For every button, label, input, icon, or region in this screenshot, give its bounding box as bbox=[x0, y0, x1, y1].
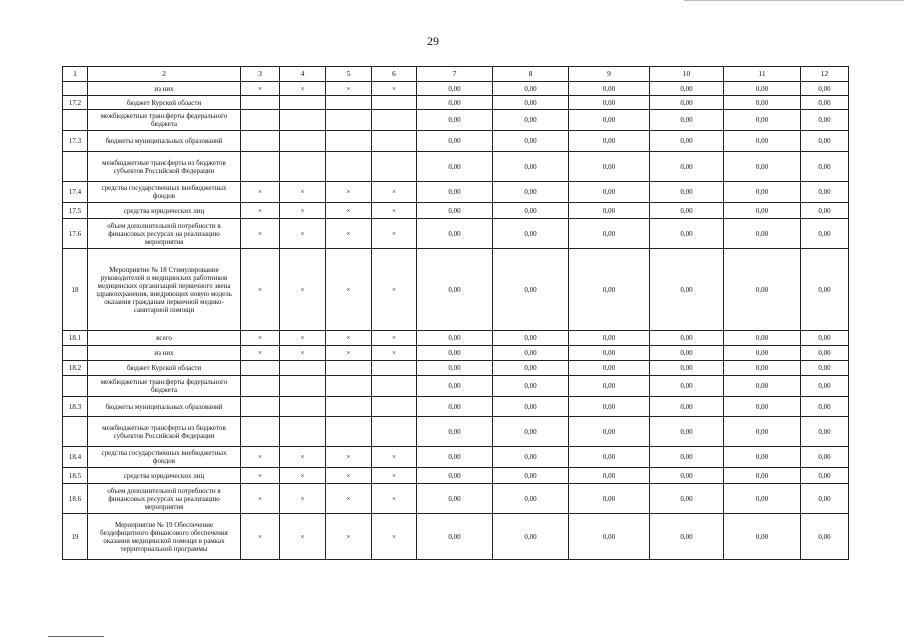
value-cell: 0,00 bbox=[493, 468, 569, 484]
value-cell: 0,00 bbox=[417, 203, 493, 219]
row-number-cell bbox=[63, 110, 88, 131]
value-cell bbox=[326, 417, 372, 447]
value-cell: 0,00 bbox=[569, 182, 650, 203]
value-cell: 0,00 bbox=[801, 484, 849, 514]
value-cell: × bbox=[372, 346, 417, 361]
row-label-cell: средства государственных внебюджетных фондов bbox=[88, 182, 241, 203]
value-cell: 0,00 bbox=[417, 110, 493, 131]
value-cell: 0,00 bbox=[417, 219, 493, 249]
value-cell bbox=[280, 96, 326, 110]
row-label-cell: бюджет Курской области bbox=[88, 361, 241, 376]
row-label-cell: межбюджетные трансферты федерального бюджета bbox=[88, 110, 241, 131]
value-cell: × bbox=[241, 182, 280, 203]
value-cell: 0,00 bbox=[417, 376, 493, 397]
scan-mark-top bbox=[684, 0, 904, 1]
value-cell: × bbox=[280, 484, 326, 514]
value-cell: 0,00 bbox=[569, 152, 650, 182]
value-cell: 0,00 bbox=[724, 110, 801, 131]
value-cell: 0,00 bbox=[417, 346, 493, 361]
value-cell: 0,00 bbox=[801, 182, 849, 203]
value-cell: 0,00 bbox=[417, 361, 493, 376]
header-row bbox=[63, 67, 849, 82]
table-row bbox=[63, 249, 849, 331]
value-cell bbox=[326, 110, 372, 131]
value-cell: 0,00 bbox=[493, 152, 569, 182]
value-cell: × bbox=[280, 82, 326, 96]
row-number-cell: 17.4 bbox=[63, 182, 88, 203]
value-cell: 0,00 bbox=[650, 484, 724, 514]
value-cell bbox=[372, 376, 417, 397]
value-cell: 0,00 bbox=[493, 249, 569, 331]
value-cell: 0,00 bbox=[724, 203, 801, 219]
header-cell-9: 9 bbox=[569, 67, 650, 82]
value-cell: 0,00 bbox=[650, 219, 724, 249]
value-cell: 0,00 bbox=[801, 203, 849, 219]
value-cell bbox=[280, 152, 326, 182]
value-cell bbox=[326, 361, 372, 376]
value-cell: 0,00 bbox=[650, 96, 724, 110]
header-cell-2: 2 bbox=[88, 67, 241, 82]
value-cell: × bbox=[280, 249, 326, 331]
value-cell: 0,00 bbox=[569, 96, 650, 110]
value-cell: × bbox=[372, 182, 417, 203]
page-number: 29 bbox=[427, 34, 439, 48]
value-cell bbox=[326, 96, 372, 110]
value-cell: 0,00 bbox=[724, 96, 801, 110]
header-cell-11: 11 bbox=[724, 67, 801, 82]
header-cell-7: 7 bbox=[417, 67, 493, 82]
value-cell bbox=[372, 110, 417, 131]
scan-mark-bottom bbox=[48, 636, 104, 637]
row-number-cell bbox=[63, 346, 88, 361]
row-label-cell: всего bbox=[88, 331, 241, 346]
row-label-cell: из них bbox=[88, 346, 241, 361]
value-cell: 0,00 bbox=[569, 468, 650, 484]
value-cell: 0,00 bbox=[724, 182, 801, 203]
value-cell bbox=[326, 397, 372, 417]
value-cell: 0,00 bbox=[801, 417, 849, 447]
table-row bbox=[63, 331, 849, 346]
value-cell: 0,00 bbox=[801, 376, 849, 397]
value-cell: 0,00 bbox=[417, 96, 493, 110]
value-cell: × bbox=[372, 82, 417, 96]
table-row bbox=[63, 447, 849, 468]
table-row bbox=[63, 376, 849, 397]
value-cell: × bbox=[326, 468, 372, 484]
value-cell: 0,00 bbox=[650, 447, 724, 468]
value-cell bbox=[326, 376, 372, 397]
value-cell: × bbox=[241, 203, 280, 219]
table-row bbox=[63, 346, 849, 361]
value-cell: 0,00 bbox=[650, 376, 724, 397]
value-cell: 0,00 bbox=[801, 152, 849, 182]
value-cell: 0,00 bbox=[724, 249, 801, 331]
value-cell bbox=[280, 376, 326, 397]
value-cell: 0,00 bbox=[417, 331, 493, 346]
table-row bbox=[63, 514, 849, 560]
value-cell: 0,00 bbox=[650, 417, 724, 447]
header-cell-1: 1 bbox=[63, 67, 88, 82]
value-cell: 0,00 bbox=[417, 131, 493, 152]
value-cell bbox=[326, 131, 372, 152]
row-number-cell bbox=[63, 376, 88, 397]
table-body bbox=[63, 67, 849, 560]
value-cell: 0,00 bbox=[569, 484, 650, 514]
value-cell: 0,00 bbox=[417, 397, 493, 417]
table-row bbox=[63, 131, 849, 152]
table-row bbox=[63, 361, 849, 376]
value-cell: 0,00 bbox=[417, 484, 493, 514]
budget-table bbox=[62, 66, 849, 560]
value-cell: × bbox=[241, 468, 280, 484]
row-number-cell: 19 bbox=[63, 514, 88, 560]
table-row bbox=[63, 397, 849, 417]
value-cell: 0,00 bbox=[650, 468, 724, 484]
value-cell: × bbox=[326, 331, 372, 346]
value-cell: 0,00 bbox=[650, 152, 724, 182]
row-number-cell: 18.5 bbox=[63, 468, 88, 484]
row-number-cell: 18.2 bbox=[63, 361, 88, 376]
row-number-cell: 18.1 bbox=[63, 331, 88, 346]
value-cell: 0,00 bbox=[493, 484, 569, 514]
value-cell: 0,00 bbox=[724, 131, 801, 152]
value-cell: 0,00 bbox=[569, 346, 650, 361]
value-cell bbox=[372, 361, 417, 376]
value-cell: 0,00 bbox=[417, 82, 493, 96]
value-cell bbox=[241, 152, 280, 182]
value-cell: × bbox=[326, 346, 372, 361]
value-cell: 0,00 bbox=[569, 397, 650, 417]
header-cell-5: 5 bbox=[326, 67, 372, 82]
table-row bbox=[63, 82, 849, 96]
header-cell-12: 12 bbox=[801, 67, 849, 82]
value-cell: 0,00 bbox=[493, 447, 569, 468]
value-cell bbox=[372, 131, 417, 152]
value-cell: 0,00 bbox=[801, 82, 849, 96]
value-cell bbox=[280, 417, 326, 447]
value-cell: 0,00 bbox=[801, 447, 849, 468]
value-cell: × bbox=[326, 182, 372, 203]
value-cell: × bbox=[326, 82, 372, 96]
value-cell: 0,00 bbox=[493, 417, 569, 447]
table-row bbox=[63, 96, 849, 110]
value-cell bbox=[241, 96, 280, 110]
row-number-cell: 18 bbox=[63, 249, 88, 331]
row-number-cell: 17.3 bbox=[63, 131, 88, 152]
value-cell: 0,00 bbox=[801, 131, 849, 152]
value-cell: 0,00 bbox=[801, 346, 849, 361]
row-label-cell: средства юридических лиц bbox=[88, 203, 241, 219]
value-cell: × bbox=[372, 514, 417, 560]
value-cell: × bbox=[280, 468, 326, 484]
row-label-cell: бюджеты муниципальных образований bbox=[88, 397, 241, 417]
value-cell: 0,00 bbox=[650, 249, 724, 331]
value-cell bbox=[241, 417, 280, 447]
value-cell: 0,00 bbox=[724, 447, 801, 468]
value-cell: 0,00 bbox=[724, 376, 801, 397]
value-cell: 0,00 bbox=[650, 514, 724, 560]
value-cell: 0,00 bbox=[493, 331, 569, 346]
value-cell: 0,00 bbox=[724, 361, 801, 376]
value-cell: × bbox=[280, 182, 326, 203]
row-number-cell: 18.3 bbox=[63, 397, 88, 417]
value-cell: 0,00 bbox=[569, 331, 650, 346]
value-cell: 0,00 bbox=[724, 219, 801, 249]
value-cell bbox=[241, 376, 280, 397]
value-cell: × bbox=[326, 249, 372, 331]
value-cell: 0,00 bbox=[417, 468, 493, 484]
value-cell: × bbox=[372, 249, 417, 331]
value-cell: 0,00 bbox=[650, 110, 724, 131]
value-cell: × bbox=[280, 447, 326, 468]
value-cell: 0,00 bbox=[650, 361, 724, 376]
row-label-cell: объем дополнительной потребности в финансовых ресурсах на реализацию мероприятия bbox=[88, 484, 241, 514]
value-cell bbox=[280, 110, 326, 131]
value-cell: 0,00 bbox=[724, 331, 801, 346]
value-cell: 0,00 bbox=[724, 397, 801, 417]
value-cell bbox=[241, 131, 280, 152]
table-row bbox=[63, 110, 849, 131]
value-cell bbox=[241, 361, 280, 376]
value-cell bbox=[241, 110, 280, 131]
value-cell: 0,00 bbox=[650, 82, 724, 96]
value-cell: × bbox=[280, 203, 326, 219]
value-cell: 0,00 bbox=[801, 397, 849, 417]
row-label-cell: Мероприятие № 19 Обеспечение бездефицитного финансового обеспечения оказания медицинской помощи в рамках территориальной программы bbox=[88, 514, 241, 560]
value-cell: 0,00 bbox=[493, 397, 569, 417]
value-cell: × bbox=[241, 346, 280, 361]
header-cell-8: 8 bbox=[493, 67, 569, 82]
table-row bbox=[63, 203, 849, 219]
value-cell: 0,00 bbox=[569, 514, 650, 560]
value-cell: 0,00 bbox=[493, 514, 569, 560]
value-cell bbox=[372, 397, 417, 417]
header-cell-4: 4 bbox=[280, 67, 326, 82]
value-cell: 0,00 bbox=[493, 110, 569, 131]
row-label-cell: межбюджетные трансферты из бюджетов субъектов Российской Федерации bbox=[88, 152, 241, 182]
value-cell: 0,00 bbox=[569, 249, 650, 331]
value-cell: × bbox=[326, 203, 372, 219]
row-label-cell: из них bbox=[88, 82, 241, 96]
value-cell: 0,00 bbox=[493, 361, 569, 376]
value-cell: 0,00 bbox=[650, 131, 724, 152]
value-cell: × bbox=[372, 468, 417, 484]
value-cell: 0,00 bbox=[801, 331, 849, 346]
table-row bbox=[63, 182, 849, 203]
value-cell bbox=[280, 131, 326, 152]
row-label-cell: межбюджетные трансферты из бюджетов субъектов Российской Федерации bbox=[88, 417, 241, 447]
value-cell bbox=[280, 361, 326, 376]
value-cell: × bbox=[280, 514, 326, 560]
row-label-cell: средства юридических лиц bbox=[88, 468, 241, 484]
value-cell: 0,00 bbox=[493, 203, 569, 219]
row-label-cell: объем дополнительной потребности в финансовых ресурсах на реализацию мероприятия bbox=[88, 219, 241, 249]
value-cell: 0,00 bbox=[493, 82, 569, 96]
table-row bbox=[63, 152, 849, 182]
value-cell: × bbox=[326, 514, 372, 560]
value-cell: 0,00 bbox=[417, 152, 493, 182]
value-cell: 0,00 bbox=[801, 361, 849, 376]
value-cell: × bbox=[241, 447, 280, 468]
value-cell: × bbox=[241, 219, 280, 249]
value-cell: 0,00 bbox=[569, 203, 650, 219]
value-cell: × bbox=[372, 219, 417, 249]
value-cell: 0,00 bbox=[493, 219, 569, 249]
value-cell: 0,00 bbox=[493, 346, 569, 361]
row-label-cell: межбюджетные трансферты федерального бюджета bbox=[88, 376, 241, 397]
row-label-cell: бюджет Курской области bbox=[88, 96, 241, 110]
value-cell: 0,00 bbox=[569, 417, 650, 447]
value-cell: 0,00 bbox=[650, 397, 724, 417]
value-cell: 0,00 bbox=[417, 249, 493, 331]
value-cell: 0,00 bbox=[650, 346, 724, 361]
value-cell: 0,00 bbox=[493, 376, 569, 397]
row-number-cell: 17.2 bbox=[63, 96, 88, 110]
row-label-cell: средства государственных внебюджетных фондов bbox=[88, 447, 241, 468]
value-cell: × bbox=[241, 484, 280, 514]
value-cell: × bbox=[372, 484, 417, 514]
value-cell: 0,00 bbox=[724, 152, 801, 182]
row-number-cell bbox=[63, 152, 88, 182]
row-number-cell: 18.4 bbox=[63, 447, 88, 468]
value-cell: 0,00 bbox=[724, 417, 801, 447]
value-cell: 0,00 bbox=[801, 219, 849, 249]
value-cell: × bbox=[280, 219, 326, 249]
value-cell: 0,00 bbox=[724, 514, 801, 560]
value-cell: × bbox=[372, 447, 417, 468]
value-cell: × bbox=[280, 331, 326, 346]
value-cell: 0,00 bbox=[569, 110, 650, 131]
value-cell: × bbox=[326, 447, 372, 468]
value-cell: 0,00 bbox=[569, 219, 650, 249]
value-cell: 0,00 bbox=[801, 96, 849, 110]
value-cell: 0,00 bbox=[724, 82, 801, 96]
value-cell: 0,00 bbox=[493, 96, 569, 110]
value-cell: 0,00 bbox=[650, 203, 724, 219]
value-cell: × bbox=[280, 346, 326, 361]
value-cell: 0,00 bbox=[569, 82, 650, 96]
table-row bbox=[63, 219, 849, 249]
row-number-cell bbox=[63, 82, 88, 96]
header-cell-3: 3 bbox=[241, 67, 280, 82]
value-cell: 0,00 bbox=[417, 447, 493, 468]
table-row bbox=[63, 468, 849, 484]
value-cell: × bbox=[326, 219, 372, 249]
row-number-cell: 17.6 bbox=[63, 219, 88, 249]
value-cell: × bbox=[241, 331, 280, 346]
header-cell-6: 6 bbox=[372, 67, 417, 82]
row-number-cell: 18.6 bbox=[63, 484, 88, 514]
value-cell: 0,00 bbox=[724, 468, 801, 484]
value-cell: 0,00 bbox=[801, 514, 849, 560]
value-cell: 0,00 bbox=[801, 110, 849, 131]
value-cell: 0,00 bbox=[569, 131, 650, 152]
header-cell-10: 10 bbox=[650, 67, 724, 82]
value-cell: 0,00 bbox=[417, 417, 493, 447]
value-cell: × bbox=[326, 484, 372, 514]
value-cell: 0,00 bbox=[417, 514, 493, 560]
value-cell bbox=[241, 397, 280, 417]
value-cell: 0,00 bbox=[724, 346, 801, 361]
value-cell: × bbox=[241, 82, 280, 96]
row-number-cell bbox=[63, 417, 88, 447]
value-cell: 0,00 bbox=[650, 331, 724, 346]
value-cell: 0,00 bbox=[493, 131, 569, 152]
value-cell: 0,00 bbox=[801, 249, 849, 331]
value-cell: 0,00 bbox=[569, 361, 650, 376]
value-cell: 0,00 bbox=[417, 182, 493, 203]
value-cell: 0,00 bbox=[569, 376, 650, 397]
value-cell: × bbox=[241, 514, 280, 560]
value-cell bbox=[326, 152, 372, 182]
value-cell: × bbox=[372, 331, 417, 346]
value-cell bbox=[372, 96, 417, 110]
value-cell bbox=[372, 152, 417, 182]
value-cell: 0,00 bbox=[724, 484, 801, 514]
table-row bbox=[63, 417, 849, 447]
value-cell: × bbox=[241, 249, 280, 331]
table-row bbox=[63, 484, 849, 514]
row-label-cell: Мероприятие № 18 Стимулирование руководителей и медицинских работников медицинских организаций первичного звена здравоохранения, внедряющих новую модель оказания гражданам первичной медико-санитарной помощи bbox=[88, 249, 241, 331]
value-cell: 0,00 bbox=[650, 182, 724, 203]
row-label-cell: бюджеты муниципальных образований bbox=[88, 131, 241, 152]
value-cell: 0,00 bbox=[493, 182, 569, 203]
value-cell bbox=[372, 417, 417, 447]
value-cell bbox=[280, 397, 326, 417]
value-cell: 0,00 bbox=[801, 468, 849, 484]
value-cell: × bbox=[372, 203, 417, 219]
row-number-cell: 17.5 bbox=[63, 203, 88, 219]
value-cell: 0,00 bbox=[569, 447, 650, 468]
